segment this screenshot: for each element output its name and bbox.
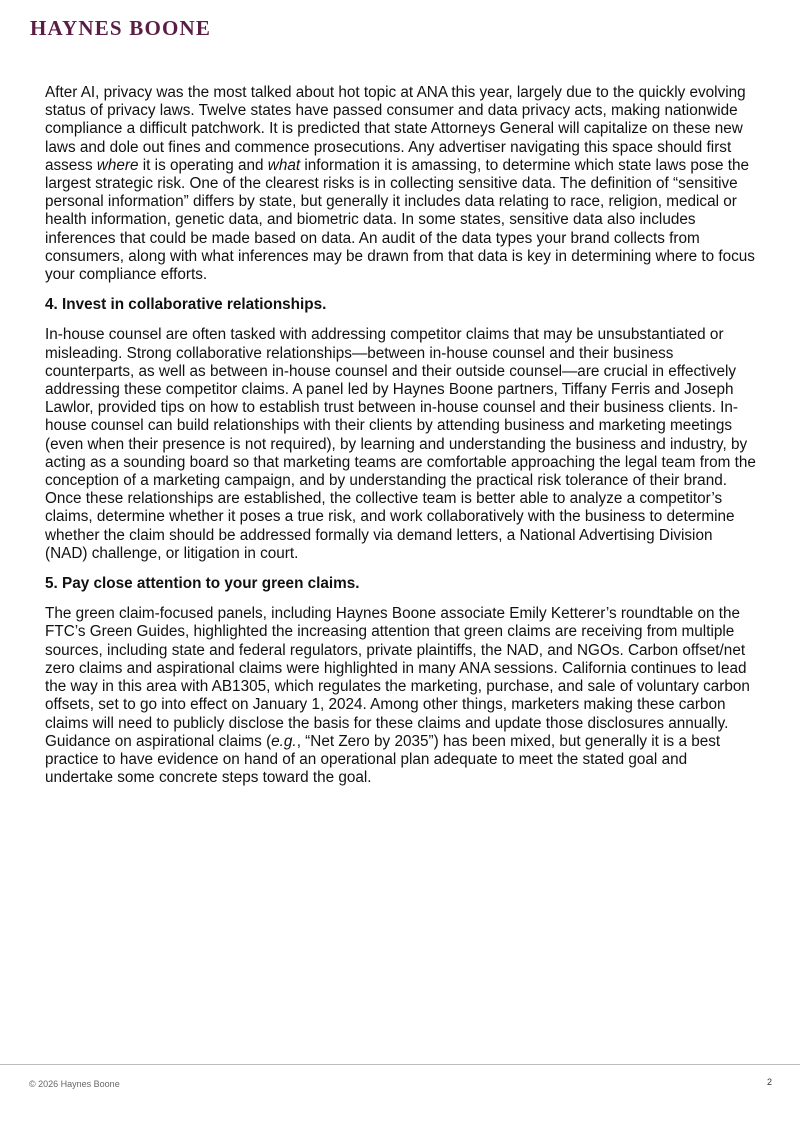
privacy-paragraph bbox=[45, 84, 757, 284]
privacy-emphasis-what: what bbox=[267, 156, 301, 174]
privacy-emphasis-where: where bbox=[96, 156, 139, 174]
haynes-boone-logo: HAYNES BOONE bbox=[30, 16, 212, 40]
green-claims-paragraph bbox=[45, 605, 757, 787]
footer-copyright: © 2026 Haynes Boone bbox=[29, 1079, 120, 1089]
green-emphasis-eg: e.g. bbox=[271, 732, 297, 750]
privacy-text-1: After AI, privacy was the most talked about hot topic at ANA this year, largely due to the quickly evolving status of privacy laws. Twelve states have passed consumer and data privacy acts, making nationwide compliance a difficult patchwork. It is predicted that state Attorneys General will capitalize on these new laws and dole out fines and commence prosecutions. Any advertiser navigating this space should first assess bbox=[45, 84, 746, 174]
collaboration-paragraph: In-house counsel are often tasked with addressing competitor claims that may be unsubstantiated or misleading. Strong collaborative relationships—between in-house counsel and their business counterparts, as well as between in-house counsel and their outside counsel—are crucial in effectively addressing these competitor claims. A panel led by Haynes Boone partners, Tiffany Ferris and Joseph Lawlor, provided tips on how to establish trust between in-house counsel and their business clients. In-house counsel can build relationships with their clients by attending business and marketing meetings (even when their presence is not required), by learning and understanding the business and industry, by acting as a sounding board so that marketing teams are comfortable approaching the legal team from the conception of a marketing campaign, and by understanding the practical risk tolerance of their brand. Once these relationships are established, the collective team is better able to analyze a competitor’s claims, determine whether it poses a true risk, and work collaboratively with the business to determine whether the claim should be addressed formally via demand letters, a National Advertising Division (NAD) challenge, or litigation in court. bbox=[45, 326, 756, 562]
section-heading-4: 4. Invest in collaborative relationships. bbox=[45, 296, 327, 314]
page-number: 2 bbox=[766, 1077, 772, 1087]
section-heading-5: 5. Pay close attention to your green claims. bbox=[45, 575, 360, 593]
green-text-1: The green claim-focused panels, including Haynes Boone associate Emily Ketterer’s roundtable on the FTC’s Green Guides, highlighted the increasing attention that green claims are receiving from multiple sources, including state and federal regulators, private plaintiffs, the NAD, and NGOs. Carbon offset/net zero claims and aspirational claims were highlighted in many ANA sessions. California continues to lead the way in this area with AB1305, which regulates the marketing, purchase, and sale of voluntary carbon offsets, set to go into effect on January 1, 2024. Among other things, marketers making these carbon claims will need to publicly disclose the basis for these claims and update those disclosures annually. Guidance on aspirational claims ( bbox=[45, 605, 750, 750]
green-text-2: , “Net Zero by 2035”) has been mixed, but generally it is a best practice to have evidence on hand of an operational plan adequate to meet the stated goal and undertake some concrete steps toward the goal. bbox=[45, 732, 721, 787]
article-body bbox=[45, 84, 757, 799]
privacy-text-3: information it is amassing, to determine which state laws pose the largest strategic risk. One of the clearest risks is in collecting sensitive data. The definition of “sensitive personal information” differs by state, but generally it includes data relating to race, religion, medical or health information, genetic data, and biometric data. In some states, sensitive data also includes inferences that could be made based on data. An audit of the data types your brand collects from consumers, along with what inferences may be drawn from that data is key in determining where to focus your compliance efforts. bbox=[45, 156, 755, 284]
footer-divider bbox=[0, 1064, 800, 1065]
privacy-text-2: it is operating and bbox=[138, 156, 268, 174]
